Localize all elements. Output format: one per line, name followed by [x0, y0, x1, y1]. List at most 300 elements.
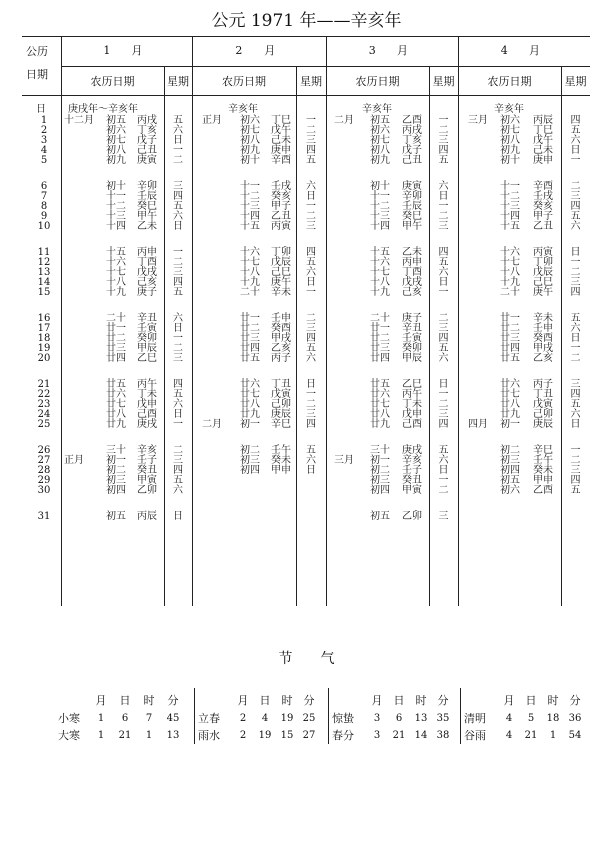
nongli-day: 初六	[106, 125, 126, 136]
nongli-day: 十二	[240, 191, 260, 202]
jieqi-value: 5	[527, 713, 535, 724]
ganzhi: 丙戌	[137, 115, 157, 126]
ganzhi: 壬午	[533, 455, 553, 466]
ganzhi: 癸卯	[402, 343, 422, 354]
nongli-day: 十二	[500, 191, 520, 202]
ganzhi: 庚戌	[402, 445, 422, 456]
year-header: 辛亥年	[228, 104, 258, 115]
nongli-month-label: 二月	[202, 419, 222, 430]
nongli-day: 初二	[240, 445, 260, 456]
month-header-unit: 月	[264, 44, 276, 57]
weekday: 四	[173, 277, 183, 288]
gongli-day: 19	[37, 343, 51, 354]
nongli-day: 十九	[500, 277, 520, 288]
year-header: 辛亥年	[494, 104, 524, 115]
nongli-day: 初六	[370, 125, 390, 136]
nongli-day: 十一	[370, 191, 390, 202]
weekday: 三	[306, 323, 316, 334]
nongli-month-label: 十二月	[64, 115, 94, 126]
nongli-day: 廿六	[240, 379, 260, 390]
ganzhi: 戊寅	[533, 399, 553, 410]
nongli-day: 初五	[370, 511, 390, 522]
nongli-day: 廿六	[500, 379, 520, 390]
weekday: 日	[173, 323, 183, 334]
jieqi-col-header: 分	[569, 694, 581, 707]
ganzhi: 乙亥	[271, 343, 291, 354]
month-column-rule	[326, 36, 327, 606]
nongli-day: 初十	[500, 155, 520, 166]
nongli-day: 十六	[370, 257, 390, 268]
nongli-day: 廿一	[106, 323, 126, 334]
nongli-month-label: 三月	[334, 455, 354, 466]
gongli-day: 6	[40, 181, 48, 192]
weekday: 六	[173, 125, 183, 136]
weekday: 一	[570, 445, 581, 456]
gongli-day: 29	[37, 475, 51, 486]
jieqi-col-header: 月	[503, 694, 515, 707]
ganzhi: 丁酉	[137, 257, 157, 268]
jieqi-col-header: 日	[393, 694, 405, 707]
nongli-day: 初一	[370, 455, 390, 466]
gongli-day: 28	[37, 465, 51, 476]
header-bottom-rule	[22, 95, 590, 96]
ganzhi: 丁未	[402, 399, 422, 410]
ganzhi: 庚辰	[533, 419, 553, 430]
weekday: 二	[306, 313, 316, 324]
weekday: 日	[306, 379, 316, 390]
weekday: 二	[306, 399, 316, 410]
weekday: 二	[173, 155, 183, 166]
ganzhi: 癸未	[533, 465, 553, 476]
nongli-day: 廿四	[500, 343, 520, 354]
nongli-day: 二十	[106, 313, 126, 324]
weekday: 四	[570, 389, 581, 400]
nongli-day: 三十	[106, 445, 126, 456]
weekday: 一	[570, 155, 581, 166]
nongli-day: 十三	[370, 211, 390, 222]
weekday: 一	[173, 419, 183, 430]
ganzhi: 癸酉	[533, 333, 553, 344]
nongli-day: 十六	[106, 257, 126, 268]
weekday: 一	[570, 343, 581, 354]
weekday: 四	[438, 247, 449, 258]
weekday: 五	[570, 313, 581, 324]
nongli-header: 农历日期	[355, 75, 400, 88]
weekday: 二	[173, 445, 183, 456]
weekday: 三	[173, 267, 183, 278]
nongli-header: 农历日期	[487, 75, 532, 88]
weekday: 二	[306, 211, 316, 222]
ganzhi: 戊子	[402, 145, 422, 156]
nongli-day: 廿八	[500, 399, 520, 410]
gongli-day: 1	[40, 115, 48, 126]
ganzhi: 辛卯	[402, 191, 422, 202]
weekday: 五	[570, 399, 581, 410]
weekday: 五	[173, 287, 183, 298]
ganzhi: 丁巳	[533, 125, 553, 136]
weekday: 一	[438, 475, 449, 486]
weekday: 一	[570, 257, 581, 268]
ganzhi: 癸丑	[402, 475, 422, 486]
jieqi-value: 54	[568, 730, 582, 741]
nongli-day: 廿四	[370, 353, 390, 364]
ganzhi: 辛酉	[533, 181, 553, 192]
nongli-day: 初九	[370, 155, 390, 166]
nongli-day: 十五	[370, 247, 390, 258]
nongli-day: 廿一	[240, 313, 260, 324]
weekday: 六	[173, 399, 183, 410]
nongli-day: 十四	[500, 211, 520, 222]
weekday: 日	[306, 465, 316, 476]
weekday: 五	[306, 155, 316, 166]
nongli-day: 初二	[370, 465, 390, 476]
weekday: 三	[173, 181, 183, 192]
jieqi-value: 18	[546, 713, 560, 724]
nongli-day: 初一	[500, 419, 520, 430]
nongli-day: 初一	[240, 419, 260, 430]
weekday: 六	[438, 267, 449, 278]
weekday: 四	[570, 287, 581, 298]
gongli-day: 16	[37, 313, 51, 324]
weekday: 六	[570, 323, 581, 334]
weekday: 二	[173, 343, 183, 354]
ganzhi: 庚申	[533, 155, 553, 166]
weekday: 六	[173, 313, 183, 324]
ganzhi: 丁未	[137, 389, 157, 400]
jieqi-name: 立春	[198, 712, 220, 725]
nongli-day: 廿八	[106, 409, 126, 420]
gongli-day: 12	[37, 257, 51, 268]
nongli-day: 二十	[240, 287, 260, 298]
ganzhi: 癸卯	[137, 333, 157, 344]
nongli-header: 农历日期	[90, 75, 135, 88]
calendar-table	[22, 36, 590, 606]
nongli-month-label: 正月	[202, 115, 222, 126]
gongli-day: 2	[40, 125, 48, 136]
nongli-day: 初六	[500, 485, 520, 496]
nongli-day: 十三	[106, 211, 126, 222]
nongli-day: 十八	[106, 277, 126, 288]
weekday: 六	[306, 353, 316, 364]
nongli-day: 初四	[106, 485, 126, 496]
ganzhi: 甲子	[271, 201, 291, 212]
nongli-day: 十七	[370, 267, 390, 278]
ganzhi: 庚戌	[137, 419, 157, 430]
weekday: 日	[438, 379, 449, 390]
weekday: 五	[173, 115, 183, 126]
weekday: 二	[438, 211, 449, 222]
ganzhi: 癸亥	[271, 191, 291, 202]
jieqi-value: 15	[280, 730, 294, 741]
nongli-day: 廿二	[500, 323, 520, 334]
ganzhi: 丁亥	[402, 135, 422, 146]
gongli-day: 31	[37, 511, 51, 522]
jieqi-divider	[460, 688, 461, 744]
nongli-day: 十四	[106, 221, 126, 232]
gongli-day: 3	[40, 135, 48, 146]
ganzhi: 戊申	[137, 399, 157, 410]
ganzhi: 甲戌	[533, 343, 553, 354]
nongli-day: 十九	[370, 287, 390, 298]
jieqi-value: 1	[549, 730, 557, 741]
weekday: 一	[173, 333, 183, 344]
jieqi-col-header: 日	[119, 694, 131, 707]
ganzhi: 辛卯	[137, 181, 157, 192]
weekday: 二	[306, 125, 316, 136]
ganzhi: 癸巳	[137, 201, 157, 212]
page-title: 公元 1971 年——辛亥年	[211, 11, 402, 31]
jieqi-name: 惊蛰	[332, 712, 354, 725]
nongli-day: 廿一	[370, 323, 390, 334]
jieqi-value: 19	[280, 713, 294, 724]
nongli-day: 初八	[240, 135, 260, 146]
weekday: 六	[306, 181, 316, 192]
weekday: 日	[173, 221, 183, 232]
ganzhi: 丁卯	[533, 257, 553, 268]
ganzhi: 乙未	[137, 221, 157, 232]
ganzhi: 丙戌	[402, 125, 422, 136]
ganzhi: 庚子	[137, 287, 157, 298]
jieqi-col-header: 时	[143, 694, 155, 707]
gongli-day: 26	[37, 445, 51, 456]
gongli-day: 4	[40, 145, 48, 156]
nongli-day: 廿三	[500, 333, 520, 344]
ganzhi: 壬戌	[533, 191, 553, 202]
jieqi-value: 2	[239, 730, 247, 741]
weekday: 五	[570, 125, 581, 136]
ganzhi: 戊子	[137, 135, 157, 146]
ganzhi: 辛巳	[271, 419, 291, 430]
jieqi-col-header: 时	[547, 694, 559, 707]
ganzhi: 辛未	[533, 313, 553, 324]
ganzhi: 壬寅	[137, 323, 157, 334]
weekday: 三	[438, 135, 449, 146]
jieqi-value: 14	[414, 730, 428, 741]
nongli-day: 十六	[500, 247, 520, 258]
nongli-day: 十三	[240, 201, 260, 212]
jieqi-value: 3	[373, 713, 381, 724]
nongli-day: 初九	[240, 145, 260, 156]
ganzhi: 丙午	[402, 389, 422, 400]
ganzhi: 辛亥	[137, 445, 157, 456]
gongli-day: 24	[37, 409, 51, 420]
ganzhi: 甲子	[533, 211, 553, 222]
weekday: 四	[173, 465, 183, 476]
ganzhi: 甲午	[402, 221, 422, 232]
weekday: 五	[173, 389, 183, 400]
jieqi-value: 45	[166, 713, 180, 724]
nongli-day: 廿五	[500, 353, 520, 364]
weekday: 五	[438, 155, 449, 166]
weekday: 三	[306, 409, 316, 420]
weekday: 一	[306, 389, 316, 400]
weekday: 四	[438, 145, 449, 156]
ganzhi: 丙辰	[137, 511, 157, 522]
month-header-unit: 月	[529, 44, 541, 57]
nongli-day: 廿九	[240, 409, 260, 420]
weekday: 二	[438, 399, 449, 410]
gongli-day: 22	[37, 389, 51, 400]
ganzhi: 丙辰	[533, 115, 553, 126]
jieqi-value: 13	[166, 730, 180, 741]
xingqi-header: 星期	[167, 75, 189, 88]
weekday: 四	[173, 379, 183, 390]
ganzhi: 甲寅	[137, 475, 157, 486]
ganzhi: 辛亥	[402, 455, 422, 466]
weekday: 三	[306, 135, 316, 146]
jieqi-name: 谷雨	[464, 729, 486, 742]
ganzhi: 丙申	[402, 257, 422, 268]
weekday: 日	[438, 465, 449, 476]
ganzhi: 壬子	[137, 455, 157, 466]
ganzhi: 癸丑	[137, 465, 157, 476]
weekday: 五	[570, 485, 581, 496]
weekday: 三	[570, 465, 581, 476]
ganzhi: 丁丑	[271, 379, 291, 390]
gongli-day: 7	[40, 191, 48, 202]
month-column-rule	[458, 36, 459, 606]
nongli-day: 初三	[240, 455, 260, 466]
jieqi-value: 27	[302, 730, 316, 741]
nongli-day: 初五	[106, 511, 126, 522]
xingqi-header: 星期	[432, 75, 455, 88]
jieqi-col-header: 分	[437, 694, 449, 707]
gongli-day: 27	[37, 455, 51, 466]
weekday: 五	[306, 343, 316, 354]
nongli-day: 廿二	[370, 333, 390, 344]
weekday: 一	[306, 201, 316, 212]
ganzhi: 甲申	[271, 465, 291, 476]
ganzhi: 己巳	[533, 277, 553, 288]
ganzhi: 壬午	[271, 445, 291, 456]
gongli-day: 5	[40, 155, 48, 166]
weekday: 二	[570, 267, 581, 278]
weekday: 五	[438, 343, 449, 354]
nongli-day: 初四	[240, 465, 260, 476]
weekday: 二	[570, 181, 581, 192]
nongli-day: 十七	[500, 257, 520, 268]
weekday: 三	[306, 221, 316, 232]
jieqi-value: 7	[145, 713, 153, 724]
weekday: 日	[570, 145, 581, 156]
nongli-day: 初七	[240, 125, 260, 136]
nongli-day: 廿一	[500, 313, 520, 324]
nongli-day: 二十	[370, 313, 390, 324]
nongli-day: 初八	[500, 135, 520, 146]
ganzhi: 己酉	[137, 409, 157, 420]
jieqi-value: 19	[258, 730, 272, 741]
ganzhi: 戊午	[533, 135, 553, 146]
ganzhi: 甲辰	[402, 353, 422, 364]
ganzhi: 乙巳	[402, 379, 422, 390]
ganzhi: 辛丑	[402, 323, 422, 334]
table-top-rule	[22, 36, 590, 37]
nongli-day: 初十	[370, 181, 390, 192]
weekday: 日	[173, 135, 183, 146]
xingqi-header: 星期	[564, 75, 587, 88]
nongli-day: 十二	[106, 201, 126, 212]
weekday: 四	[306, 145, 316, 156]
nongli-day: 十七	[106, 267, 126, 278]
jieqi-col-header: 月	[95, 694, 107, 707]
jieqi-table	[22, 696, 590, 756]
weekday: 四	[173, 191, 183, 202]
nongli-day: 廿八	[370, 409, 390, 420]
jieqi-title: 节 气	[278, 651, 335, 667]
weekday: 一	[438, 389, 449, 400]
nongli-day: 十一	[106, 191, 126, 202]
weekday: 六	[438, 181, 449, 192]
ganzhi: 己丑	[402, 155, 422, 166]
nongli-day: 廿三	[240, 333, 260, 344]
weekday: 三	[570, 379, 581, 390]
weekday: 三	[438, 511, 449, 522]
ganzhi: 癸巳	[402, 211, 422, 222]
ganzhi: 丙寅	[533, 247, 553, 258]
jieqi-divider	[194, 688, 195, 744]
gongli-day: 18	[37, 333, 51, 344]
nongli-day: 廿二	[240, 323, 260, 334]
jieqi-name: 雨水	[198, 729, 220, 742]
nongli-day: 三十	[370, 445, 390, 456]
jieqi-col-header: 分	[167, 694, 179, 707]
ganzhi: 庚午	[533, 287, 553, 298]
jieqi-value: 2	[239, 713, 247, 724]
nongli-day: 十八	[500, 267, 520, 278]
gongli-day: 17	[37, 323, 51, 334]
weekday: 五	[570, 211, 581, 222]
weekday: 日	[438, 191, 449, 202]
ganzhi: 乙丑	[271, 211, 291, 222]
nongli-day: 廿七	[370, 399, 390, 410]
nongli-day: 十五	[240, 221, 260, 232]
jieqi-name: 大寒	[58, 729, 80, 742]
jieqi-value: 25	[302, 713, 316, 724]
weekday: 四	[306, 333, 316, 344]
ganzhi: 丙子	[533, 379, 553, 390]
nongli-header: 农历日期	[222, 75, 266, 88]
jieqi-value: 1	[97, 713, 105, 724]
ganzhi: 庚子	[402, 313, 422, 324]
gongli-day: 23	[37, 399, 51, 410]
ganzhi: 乙未	[402, 247, 422, 258]
ganzhi: 丙午	[137, 379, 157, 390]
ganzhi: 丙子	[271, 353, 291, 364]
ganzhi: 戊辰	[271, 257, 291, 268]
ganzhi: 乙卯	[137, 485, 157, 496]
jieqi-value: 36	[568, 713, 582, 724]
weekday: 二	[570, 353, 581, 364]
nongli-day: 初八	[106, 145, 126, 156]
weekday: 六	[173, 485, 183, 496]
jieqi-col-header: 时	[415, 694, 427, 707]
weekday: 日	[173, 409, 183, 420]
ganzhi: 庚寅	[137, 155, 157, 166]
weekday: 二	[438, 313, 449, 324]
jieqi-value: 1	[97, 730, 105, 741]
nongli-day: 十九	[240, 277, 260, 288]
gongli-day: 30	[37, 485, 51, 496]
nongli-day: 廿五	[240, 353, 260, 364]
jieqi-value: 21	[118, 730, 132, 741]
jieqi-col-header: 时	[281, 694, 293, 707]
nongli-day: 十七	[240, 257, 260, 268]
ganzhi: 己丑	[137, 145, 157, 156]
weekday: 四	[570, 201, 581, 212]
nongli-day: 廿六	[106, 389, 126, 400]
nongli-month-label: 三月	[468, 115, 488, 126]
nongli-day: 初三	[500, 455, 520, 466]
